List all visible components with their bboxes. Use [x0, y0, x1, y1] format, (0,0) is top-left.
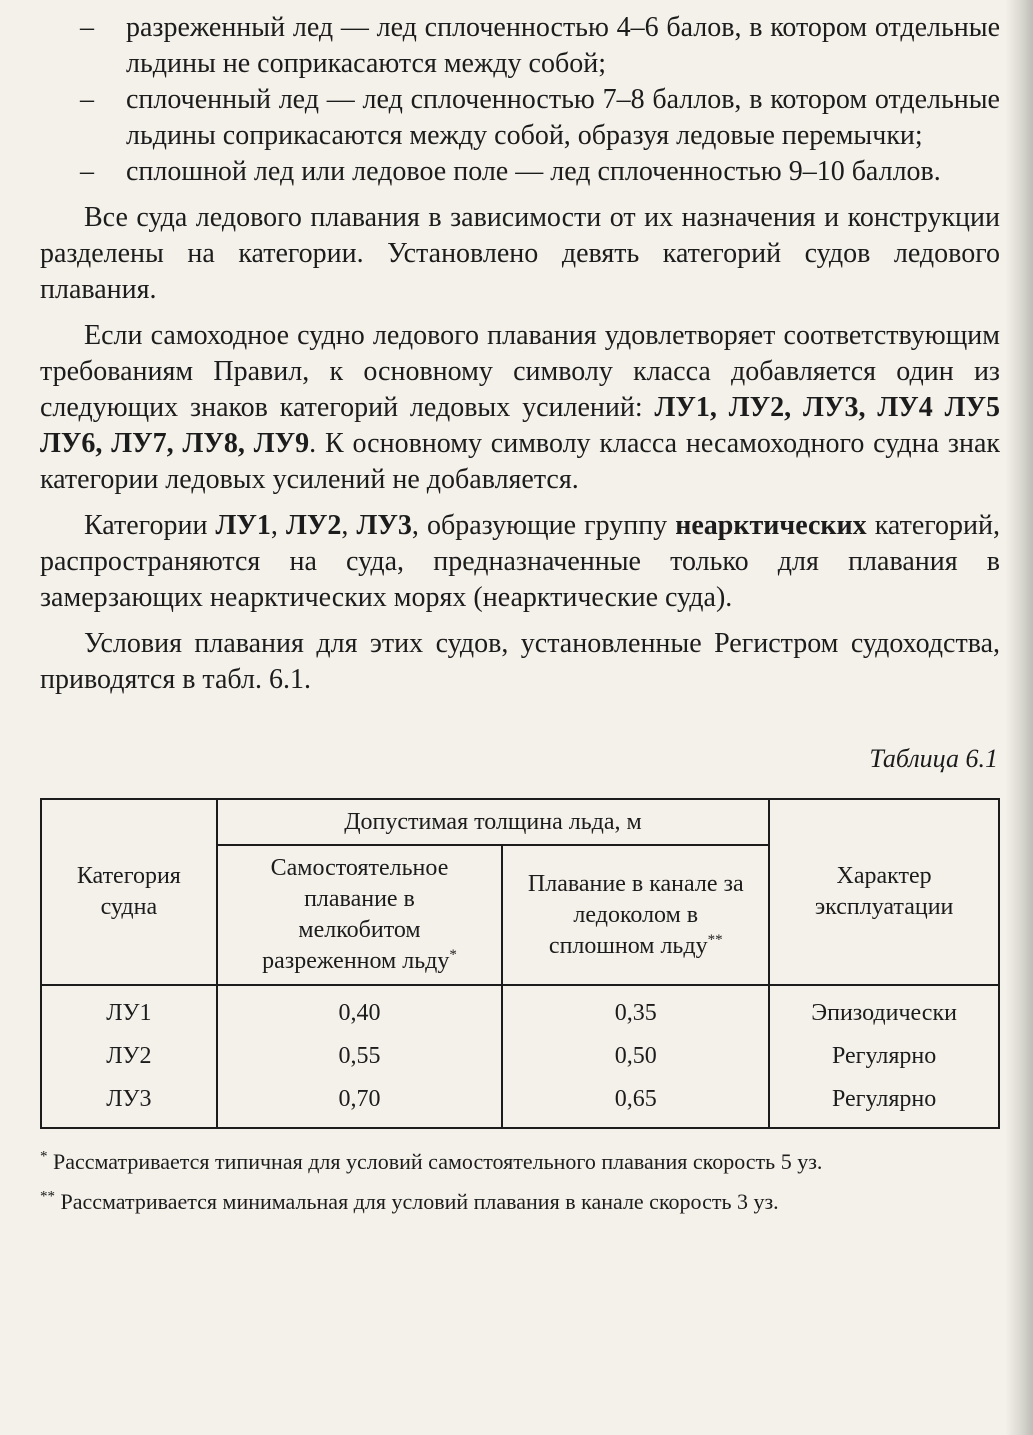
list-item [40, 10, 1000, 82]
footnote-text: Рассматривается минимальная для условий плавания в канале скорость 3 уз. [55, 1189, 779, 1214]
paragraph-text: . К основному символу класса несамоходного судна знак категории ледовых усилений не добавляется. [40, 428, 1000, 495]
category-mark: ЛУ3 [356, 510, 412, 541]
cell-mode: Регулярно [769, 1035, 999, 1078]
list-item-text: сплоченный лед — лед сплоченностью 7–8 баллов, в котором отдельные льдины соприкасаются между собой, образуя ледовые перемычки; [126, 84, 1000, 151]
list-item-text: сплошной лед или ледовое поле — лед сплоченностью 9–10 баллов. [126, 156, 941, 187]
category-mark: ЛУ1 [215, 510, 271, 541]
list-item-text: разреженный лед — лед сплоченностью 4–6 балов, в котором отдельные льдины не соприкасаются между собой; [126, 12, 1000, 79]
footnote-mark: * [40, 1148, 48, 1165]
paragraph-text: , образующие группу [411, 510, 676, 541]
page-content [40, 10, 1000, 1221]
list-item [40, 154, 1000, 190]
page-spine-shadow [1005, 0, 1033, 1435]
cell-channel: 0,35 [502, 985, 769, 1035]
footnote-mark: * [449, 947, 457, 963]
paragraph-text: Если самоходное судно ледового плавания удовлетворяет соответствующим требованиям Правил, к основному символу класса добавляется один из следующих знаков категорий ледовых усилений: [40, 320, 1000, 423]
table-caption: Таблица 6.1 [869, 744, 998, 773]
footnote-mark: ** [707, 931, 723, 948]
header-channel [502, 845, 769, 985]
list-dash: – [80, 156, 94, 187]
separator: , [341, 510, 357, 541]
header-independent [217, 845, 503, 985]
cell-channel: 0,50 [502, 1035, 769, 1078]
paragraph-text: Категории [84, 510, 216, 541]
cell-independent: 0,40 [217, 985, 503, 1035]
cell-independent: 0,55 [217, 1035, 503, 1078]
paragraph-categories: Все суда ледового плавания в зависимости от их назначения и конструкции разделены на категории. Установлено девять категорий судов ледового плавания. [40, 202, 1000, 305]
header-mode: Характер эксплуатации [769, 799, 999, 985]
cell-mode: Регулярно [769, 1078, 999, 1128]
footnote-mark: ** [40, 1188, 55, 1205]
paragraph-table-ref: Условия плавания для этих судов, установленные Регистром судоходства, приводятся в табл. 6.1. [40, 628, 1000, 695]
header-thickness-group: Допустимая толщина льда, м [217, 799, 770, 845]
category-mark: ЛУ2 [286, 510, 342, 541]
cell-independent: 0,70 [217, 1078, 503, 1128]
ice-type-list [40, 10, 1000, 190]
ice-table [40, 798, 1000, 1129]
cell-category: ЛУ1 [41, 985, 217, 1035]
paragraph-text: категорий, распространяются на суда, предназначенные только для плавания в замерзающих неарктических морях (неарктические суда). [40, 510, 1001, 613]
header-text: Плавание в канале за ледоколом в сплошном льду [527, 870, 744, 959]
cell-category: ЛУ2 [41, 1035, 217, 1078]
footnotes [40, 1143, 1000, 1221]
paragraph-ice-marks [40, 318, 1000, 498]
table-row [41, 1035, 999, 1078]
list-dash: – [80, 12, 94, 43]
paragraph-non-arctic [40, 508, 1000, 616]
cell-channel: 0,65 [502, 1078, 769, 1128]
header-category: Категория судна [41, 799, 217, 985]
table-row [41, 1078, 999, 1128]
group-term: неарктических [675, 510, 867, 541]
cell-mode: Эпизодически [769, 985, 999, 1035]
footnote [40, 1143, 1000, 1181]
header-text: Самостоятельное плавание в мелкобитом разреженном льду [262, 855, 450, 974]
footnote-text: Рассматривается типичная для условий самостоятельного плавания скорость 5 уз. [47, 1149, 823, 1174]
separator: , [270, 510, 286, 541]
cell-category: ЛУ3 [41, 1078, 217, 1128]
list-item [40, 82, 1000, 154]
table-row [41, 985, 999, 1035]
footnote [40, 1183, 1000, 1221]
list-dash: – [80, 84, 94, 115]
ice-category-marks: ЛУ1, ЛУ2, ЛУ3, ЛУ4 ЛУ5 ЛУ6, ЛУ7, ЛУ8, ЛУ9 [40, 392, 1000, 459]
